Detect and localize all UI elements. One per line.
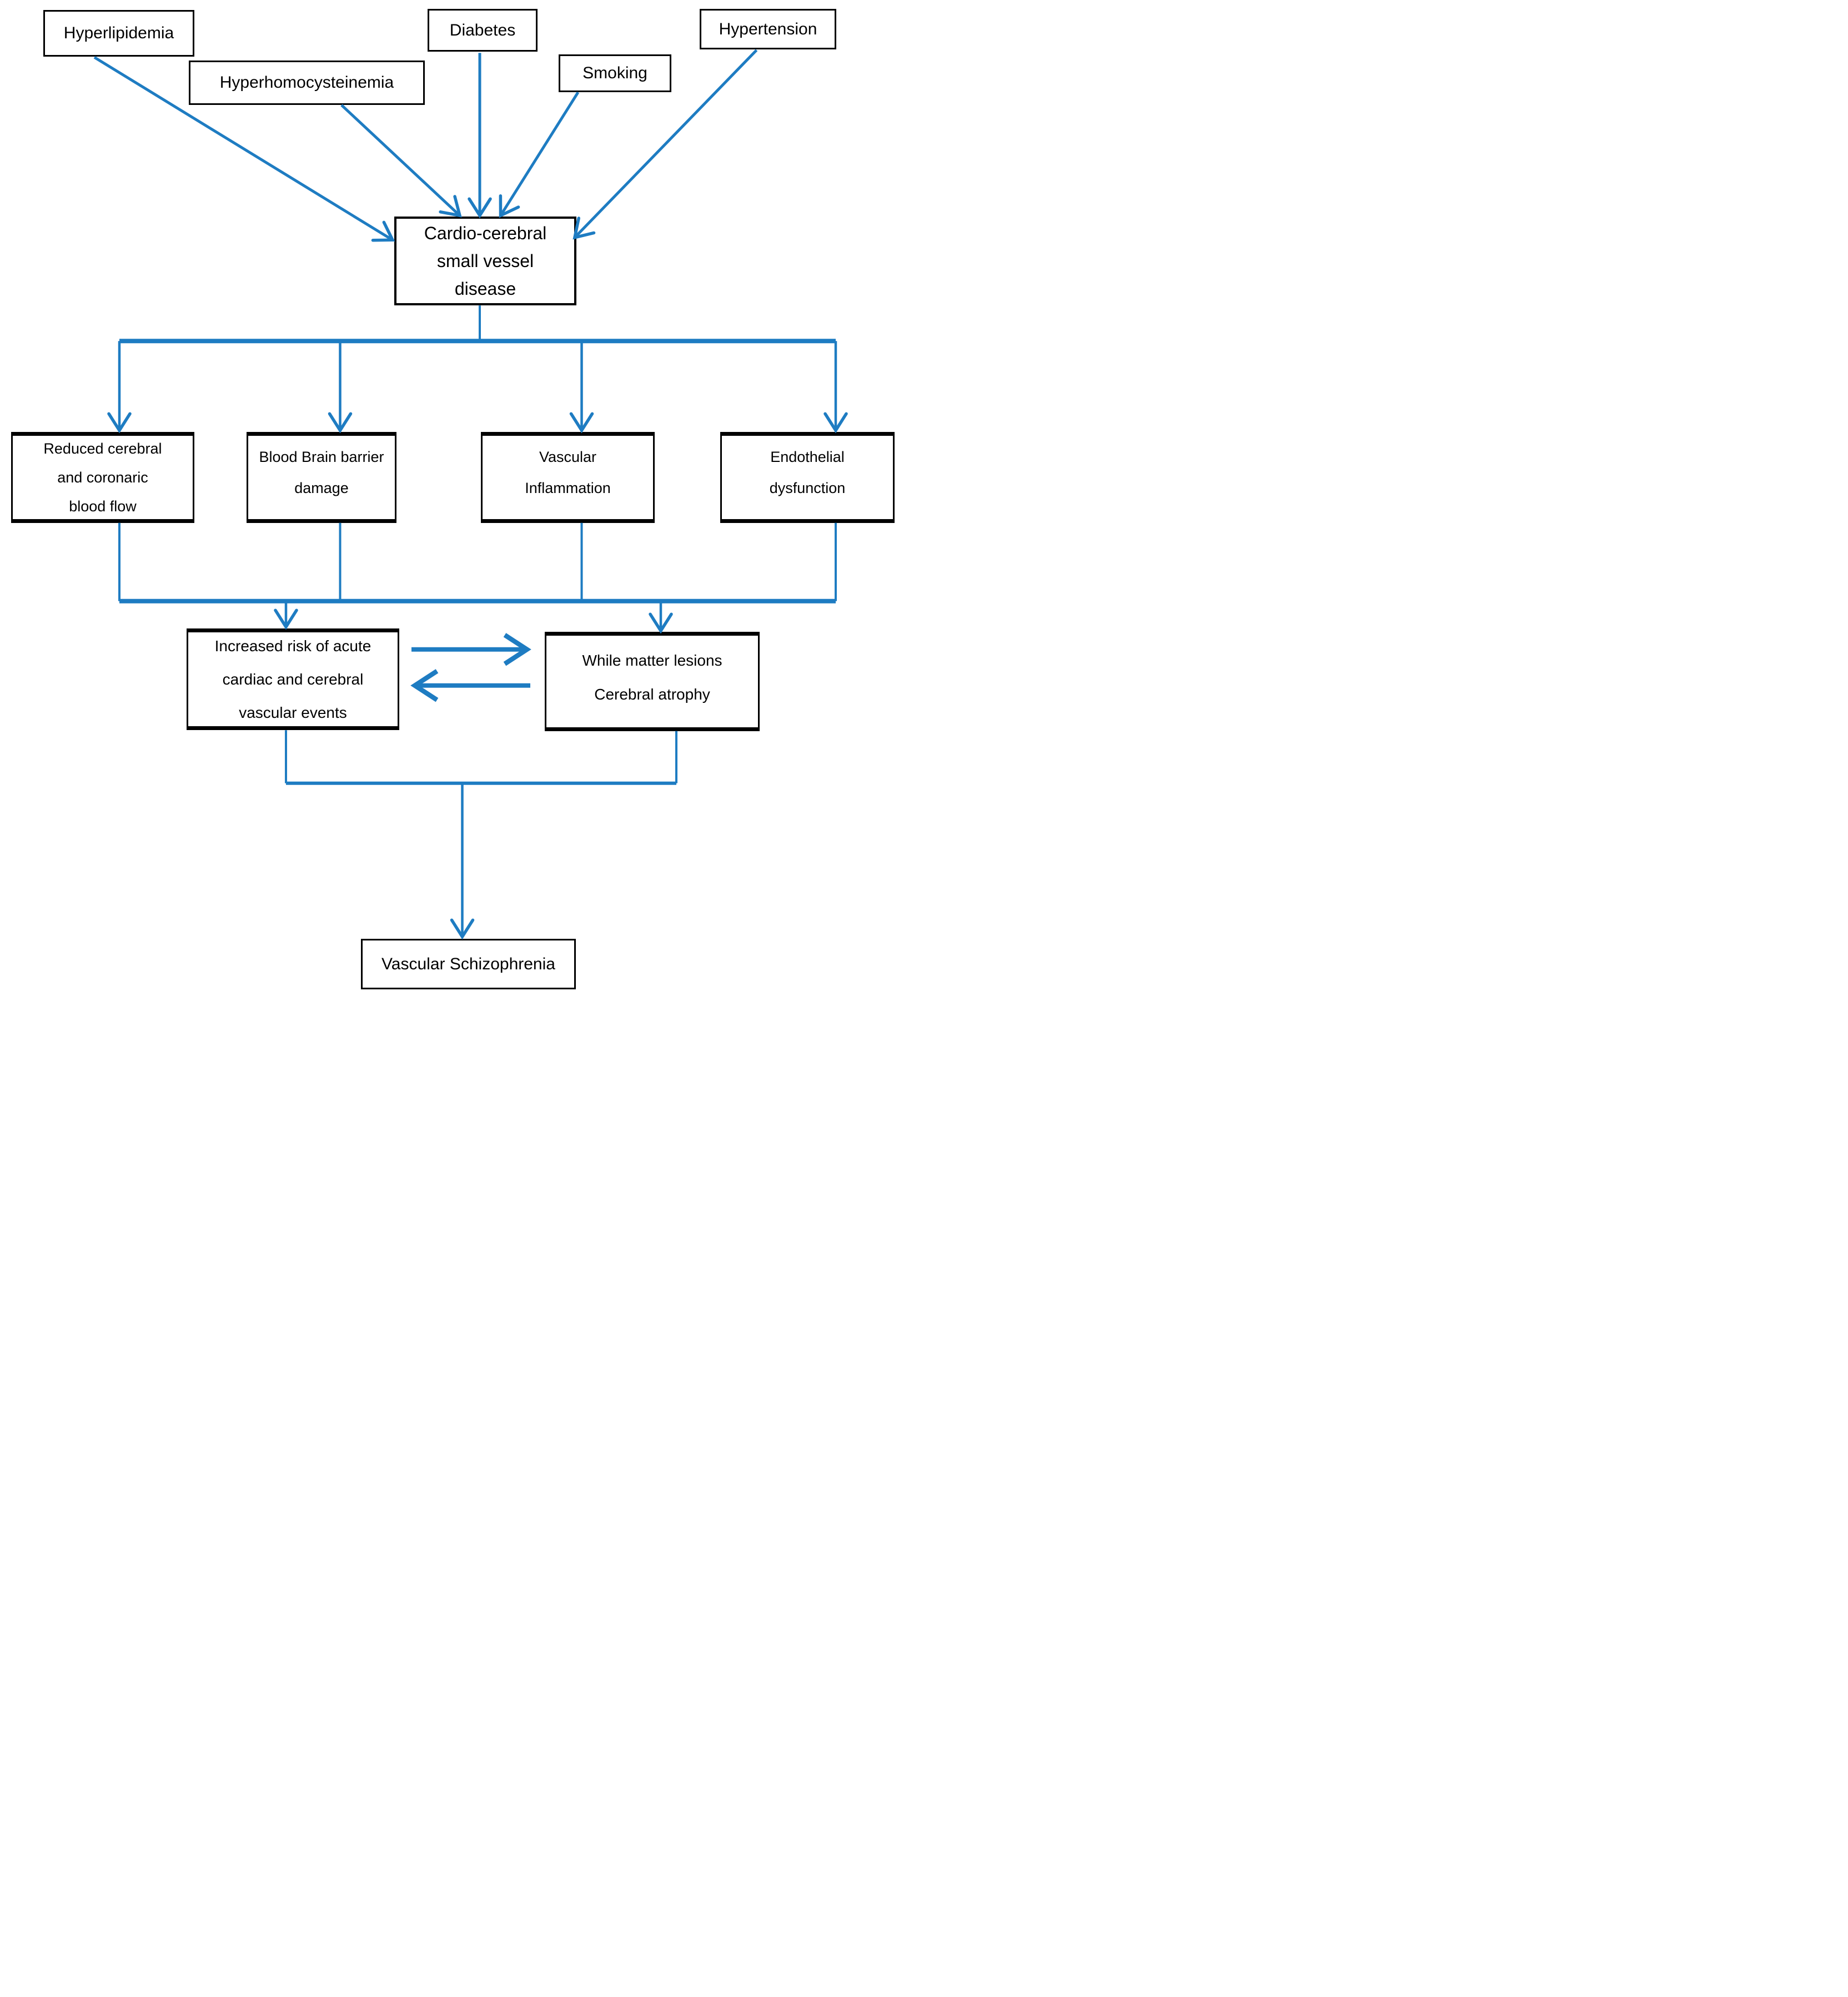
node-label-line: damage: [294, 480, 349, 496]
node-label-line: Increased risk of acute: [214, 637, 371, 655]
node-label-line: Inflammation: [525, 480, 611, 496]
node-endothelial-dysfunction: [720, 432, 895, 523]
node-vascular-inflammation: [481, 432, 655, 523]
node-label-line: Blood Brain barrier: [259, 449, 384, 465]
node-hyperhomocysteinemia: [189, 61, 425, 105]
node-increased-risk-events: [187, 628, 399, 730]
node-label-line: dysfunction: [769, 480, 846, 496]
flowchart-canvas: [0, 0, 924, 999]
node-label-line: Cardio-cerebral: [424, 223, 547, 243]
node-label-line: blood flow: [69, 498, 137, 515]
arrow-hyperhomocysteinemia-to-svd: [342, 105, 460, 215]
node-label-line: Cerebral atrophy: [594, 686, 710, 703]
node-bbb-damage: [247, 432, 396, 523]
node-label-line: While matter lesions: [582, 652, 722, 669]
node-label-line: Endothelial: [770, 449, 845, 465]
node-reduced-blood-flow: [11, 432, 194, 523]
node-label-line: cardiac and cerebral: [222, 670, 364, 688]
node-diabetes: [428, 9, 538, 52]
node-white-matter-lesions: [545, 632, 760, 731]
node-label-line: small vessel: [436, 251, 534, 271]
node-label-line: and coronaric: [57, 469, 148, 486]
node-label: Hypertension: [719, 19, 817, 38]
node-label-line: disease: [454, 279, 516, 299]
node-hypertension: [700, 9, 836, 49]
node-label-line: vascular events: [239, 703, 347, 721]
arrow-smoking-to-svd: [501, 92, 579, 215]
node-label: Hyperlipidemia: [63, 24, 174, 42]
node-label-line: Reduced cerebral: [43, 440, 162, 457]
node-cardio-cerebral-svd: [394, 217, 576, 305]
node-label: Smoking: [582, 64, 647, 82]
node-hyperlipidemia: [43, 10, 194, 57]
node-label: Hyperhomocysteinemia: [219, 73, 394, 92]
node-vascular-schizophrenia: [361, 939, 576, 989]
node-label: Diabetes: [449, 21, 516, 39]
node-label: Vascular Schizophrenia: [381, 954, 555, 973]
node-smoking: [559, 54, 671, 92]
node-label-line: Vascular: [539, 449, 597, 465]
